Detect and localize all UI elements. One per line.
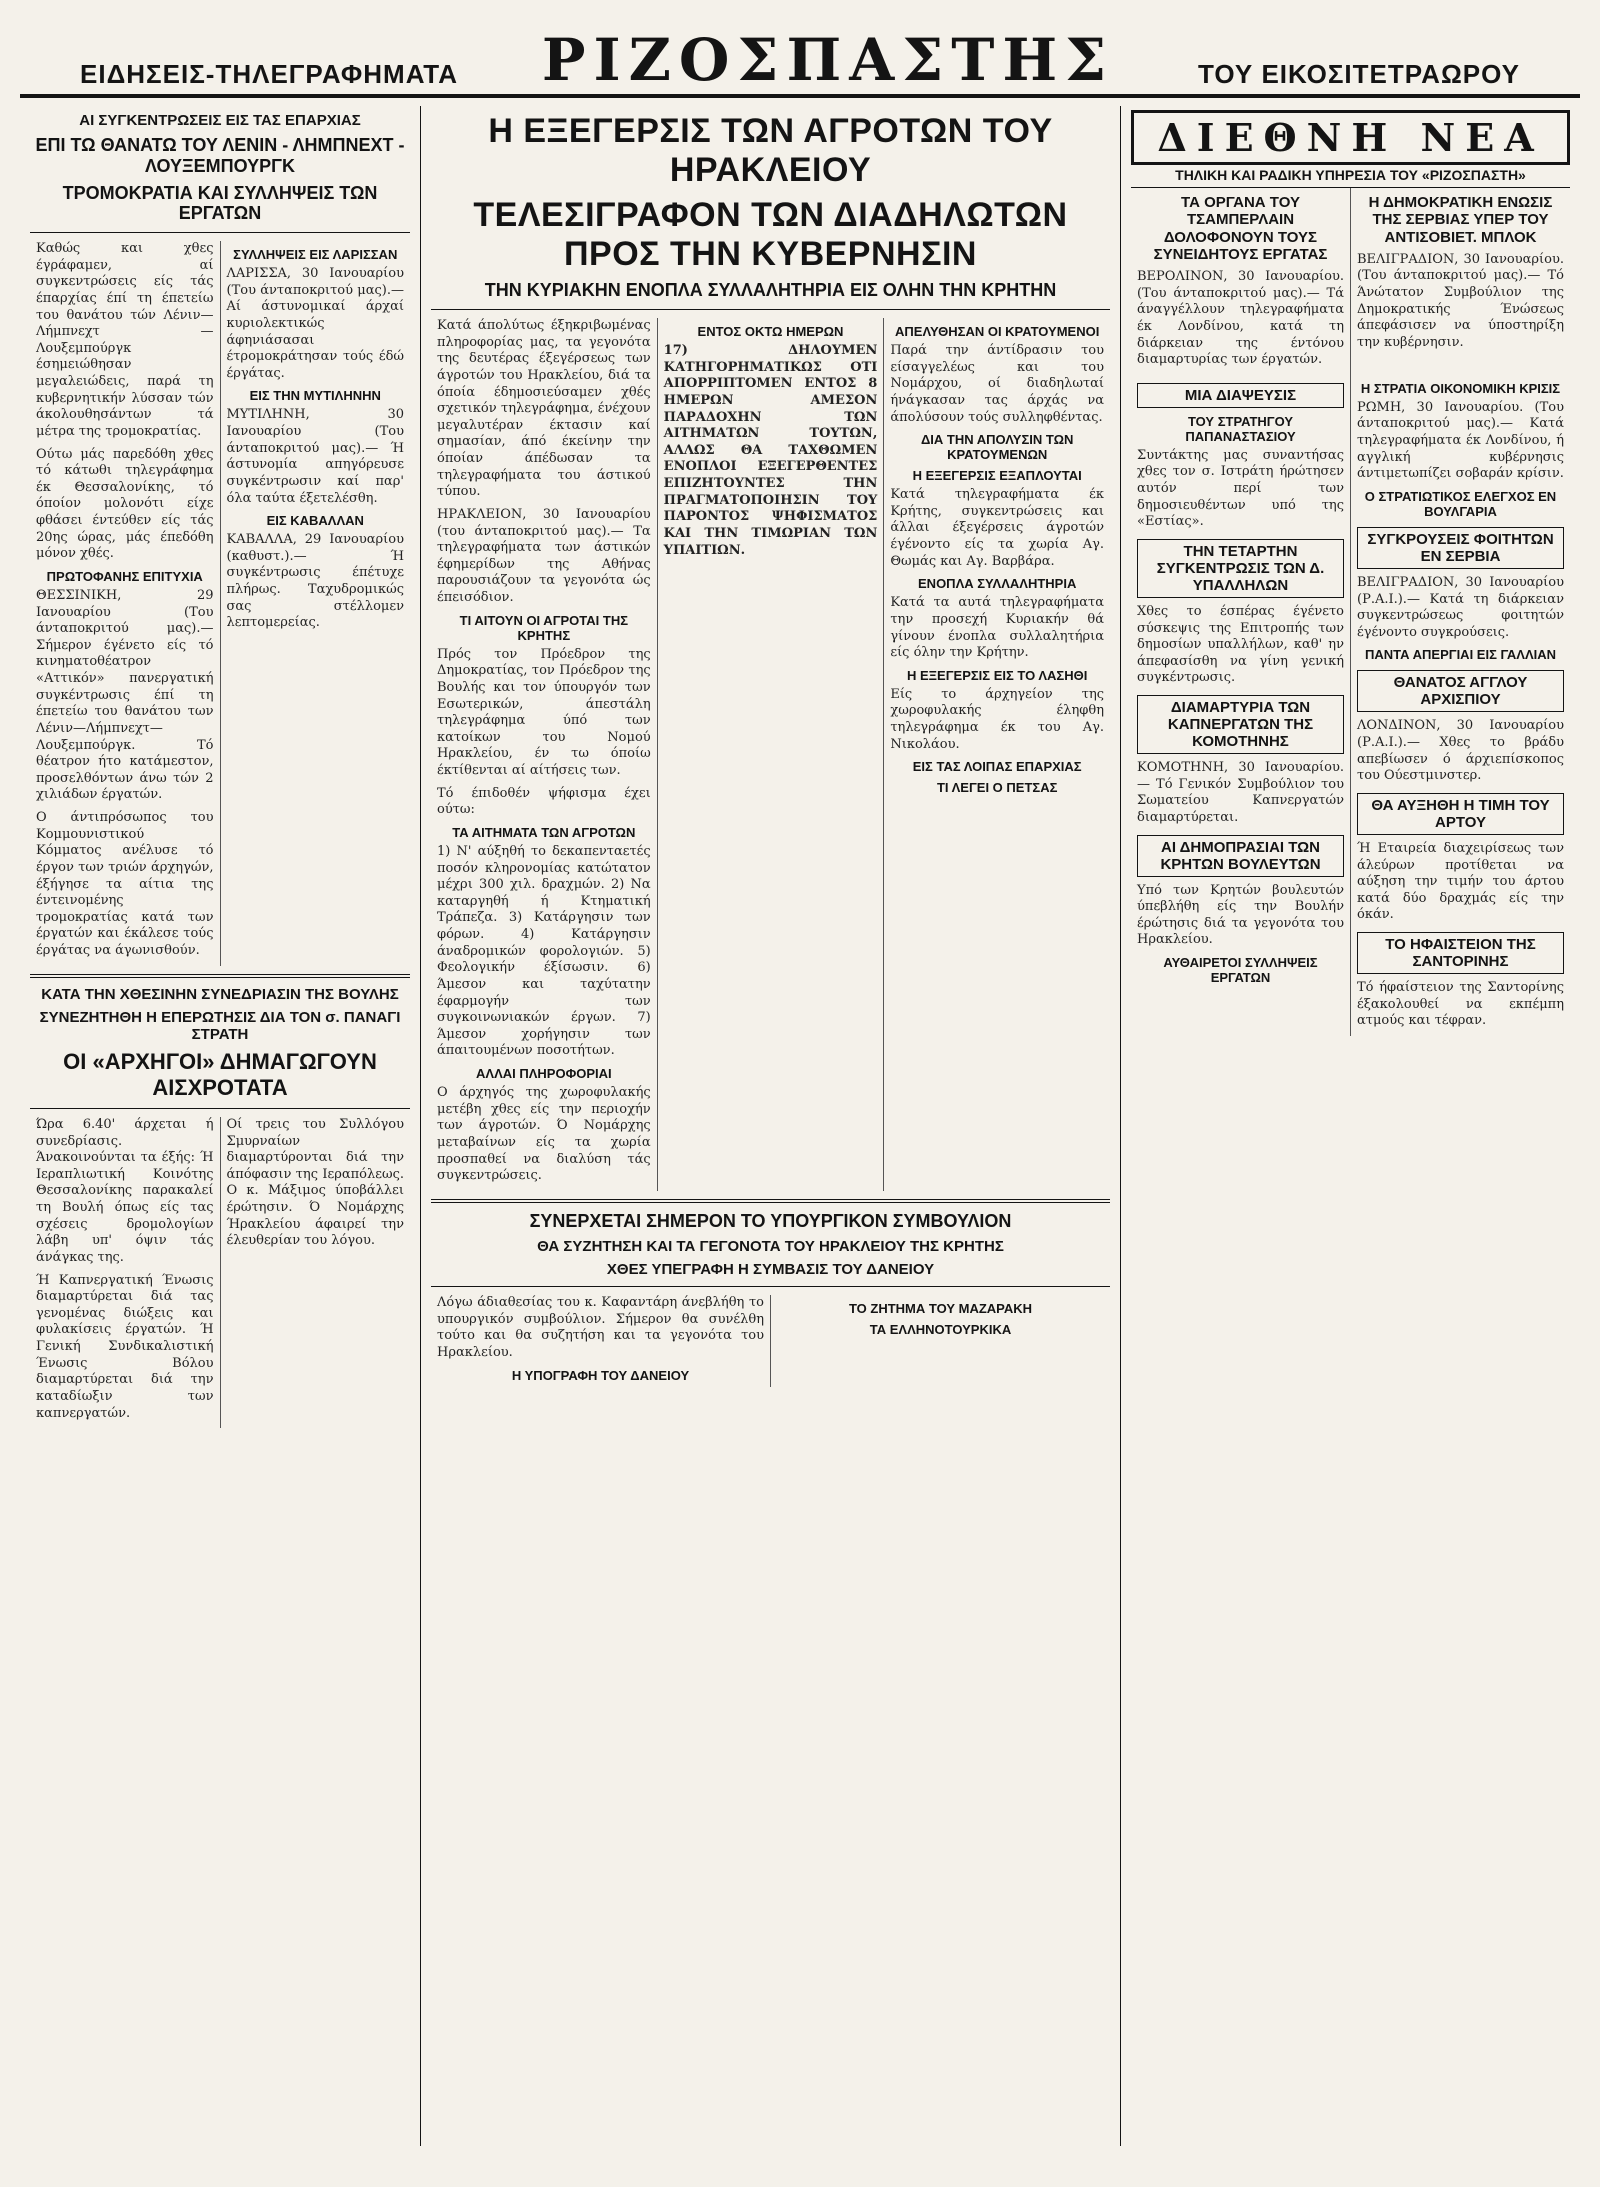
section-heading: ΤΙ ΑΙΤΟΥΝ ΟΙ ΑΓΡΟΤΑΙ ΤΗΣ ΚΡΗΤΗΣ	[459, 612, 629, 643]
newspaper-title: ΡΙΖΟΣΠΑΣΤΗΣ	[541, 26, 1115, 94]
divider	[30, 974, 410, 978]
subcolumn-1	[431, 1295, 770, 1387]
section-heading: Ο ΣΤΡΑΤΙΩΤΙΚΟΣ ΕΛΕΓΧΟΣ ΕΝ ΒΟΥΛΓΑΡΙΑ	[1364, 488, 1557, 519]
section-heading: ΤΟΥ ΣΤΡΑΤΗΓΟΥ ΠΑΠΑΝΑΣΤΑΣΙΟΥ	[1185, 413, 1296, 444]
paragraph: Ο άντιπρόσωπος του Κομμουνιστικού Κόμματος ανέλυσε τό έργον των τριών άρχηγών, έξήγησε τα αίτια της έντεινομένης τρομοκρατίας κατά των έργατών και έκάλεσε τούς έργάτας να άγωνισθούν.	[36, 810, 214, 958]
section-banner: ΔΙΕΘΝΗ ΝΕΑ	[1131, 110, 1570, 165]
section-heading: ΔΙΑ ΤΗΝ ΑΠΟΛΥΣΙΝ ΤΩΝ ΚΡΑΤΟΥΜΕΝΩΝ	[920, 432, 1074, 463]
paragraph: Είς το άρχηγείον της χωροφυλακής έληφθη τηλεγράφημα έκ του Αγ. Νικολάου.	[890, 686, 1105, 752]
section-heading: ΕΙΣ ΤΑΣ ΛΟΙΠΑΣ ΕΠΑΡΧΙΑΣ	[912, 759, 1082, 775]
masthead-left: ΕΙΔΗΣΕΙΣ-ΤΗΛΕΓΡΑΦΗΜΑΤΑ	[80, 59, 459, 89]
subcolumn-2	[1350, 188, 1570, 375]
paragraph: ΒΕΛΙΓΡΑΔΙΟΝ, 30 Ιανουαρίου (Ρ.Α.Ι.).— Κατά τη διάρκειαν συγκεντρώσεως φοιτητών έγένοντο συγκρούσεις.	[1357, 574, 1564, 640]
subcolumns	[30, 241, 410, 966]
subcolumn-1	[1131, 375, 1350, 1036]
article-kicker: ΑΙ ΣΥΓΚΕΝΤΡΩΣΕΙΣ ΕΙΣ ΤΑΣ ΕΠΑΡΧΙΑΣ	[79, 112, 361, 129]
paragraph: ΒΕΛΙΓΡΑΔΙΟΝ, 30 Ιανουαρίου. (Του άνταποκριτού μας).— Τό Άνώτατον Συμβούλιον της Δημοκρατικής Ένώσεως άπεφάσισεν να ύποστηρίξη την κυβέρνησιν.	[1357, 251, 1564, 350]
paragraph: Χθες το έσπέρας έγένετο σύσκεψις της Επιτροπής των δημοσίων υπαλλήλων, καθ' ην άπεφασίσθη να γίνη γενική συγκέντρωσις.	[1137, 603, 1344, 686]
paragraph: ΛΑΡΙΣΣΑ, 30 Ιανουαρίου (Του άνταποκριτού μας).— Αί άστυνομικαί άρχαί κυριολεκτικώς άφηνιάσασαι έτρομοκράτησαν τούς έδώ έργάτας.	[226, 266, 404, 381]
paragraph: ΜΥΤΙΛΗΝΗ, 30 Ιανουαρίου (Του άνταποκριτού μας).— Ή άστυνομία απηγόρευσε συγκέντρωσιν καί παρ' όλα ταύτα έξετελέσθη.	[226, 407, 404, 506]
paragraph: Τό έπιδοθέν ψήφισμα έχει ούτω:	[437, 785, 651, 818]
section-heading: Η ΕΞΕΓΕΡΣΙΣ ΕΙΣ ΤΟ ΛΑΣΗΘΙ	[907, 667, 1088, 683]
paragraph: Κατά άπολύτως έξηκριβωμένας πληροφορίας μας, τα γεγονότα της δευτέρας έξεγέρσεως των άγροτών του Ηρακλείου, διά τα όποία έδημοσιεύσαμεν χθές σχετικόν τηλεγράφημα, ένέχουν μεγαλυτέραν έκτασιν καί σημασίαν, άπό έκείνην την όποίαν άπέδωσαν τα τηλεγραφήματα του άστικού τύπου.	[437, 318, 651, 500]
paragraph: Πρός τον Πρόεδρον της Δημοκρατίας, τον Πρόεδρον της Βουλής και τον ύπουργόν των Εσωτερικών, άπεστάλη τηλεγράφημα ύπό των κατοίκων του Νομού Ηρακλείου, έν τω όποίω έκτίθενται αί αίτήσεις των.	[437, 646, 651, 779]
article-subhead: ΤΡΟΜΟΚΡΑΤΙΑ ΚΑΙ ΣΥΛΛΗΨΕΙΣ ΤΩΝ ΕΡΓΑΤΩΝ	[62, 182, 378, 224]
columns	[20, 106, 1580, 2146]
demand-paragraph: 17) ΔΗΛΟΥΜΕΝ ΚΑΤΗΓΟΡΗΜΑΤΙΚΩΣ ΟΤΙ ΑΠΟΡΡΙΠΤΟΜΕΝ ΕΝΤΟΣ 8 ΗΜΕΡΩΝ ΑΜΕΣΟΝ ΠΑΡΑΔΟΧΗΝ ΤΩΝ ΑΙΤΗΜΑΤΩΝ ΤΟΥΤΩΝ, ΑΛΛΩΣ ΘΑ ΤΑΧΘΩΜΕΝ ΕΝΟΠΛΟΙ ΕΞΕΓΕΡΘΕΝΤΕΣ ΕΠΙΖΗΤΟΥΝΤΕΣ ΤΗΝ ΠΡΑΓΜΑΤΟΠΟΙΗΣΙΝ ΤΟΥ ΠΑΡΟΝΤΟΣ ΨΗΦΙΣΜΑΤΟΣ ΚΑΙ ΤΗΝ ΤΙΜΩΡΙΑΝ ΤΩΝ ΥΠΑΙΤΙΩΝ.	[663, 343, 878, 558]
divider	[30, 232, 410, 233]
boxed-heading: ΜΙΑ ΔΙΑΨΕΥΣΙΣ	[1137, 383, 1344, 408]
boxed-heading: ΤΗΝ ΤΕΤΑΡΤΗΝ ΣΥΓΚΕΝΤΡΩΣΙΣ ΤΩΝ Δ. ΥΠΑΛΛΗΛΩΝ	[1137, 539, 1344, 598]
section-heading: ΤΑ ΕΛΛΗΝΟΤΟΥΡΚΙΚΑ	[869, 1322, 1012, 1337]
article-headline: ΟΙ «ΑΡΧΗΓΟΙ» ΔΗΜΑΓΩΓΟΥΝ ΑΙΣΧΡΟΤΑΤΑ	[63, 1049, 377, 1100]
boxed-heading: ΔΙΑΜΑΡΤΥΡΙΑ ΤΩΝ ΚΑΠΝΕΡΓΑΤΩΝ ΤΗΣ ΚΟΜΟΤΗΝΗΣ	[1137, 695, 1344, 754]
masthead-right: ΤΟΥ ΕΙΚΟΣΙΤΕΤΡΑΩΡΟΥ	[1197, 59, 1520, 89]
paragraph: ΛΟΝΔΙΝΟΝ, 30 Ιανουαρίου (Ρ.Α.Ι.).— Χθες το βράδυ απεβίωσεν ό άρχιεπίσκοπος του Ούεστμινστερ.	[1357, 718, 1564, 784]
paragraph: Λόγω άδιαθεσίας του κ. Καφαντάρη άνεβλήθη το υπουργικόν συμβούλιον. Σήμερον θα συνέλθη τούτο και θα συζητήση και τα γεγονότα του Ηρακλείου.	[437, 1295, 764, 1360]
paragraph: Ο άρχηγός της χωροφυλακής μετέβη χθες είς την περιοχήν των άγροτών. Ό Νομάρχης μεταβαίνων είς τα χωρία προσπαθεί να διαλύση τάς συγκεντρώσεις.	[437, 1085, 651, 1184]
paragraph: Παρά την άντίδρασιν του είσαγγελέως και του Νομάρχου, οί διαδηλωταί ήνάγκασαν τας άρχάς να άπολύσουν τούς συλληφθέντας.	[890, 343, 1105, 425]
boxed-heading: ΘΑΝΑΤΟΣ ΑΓΓΛΟΥ ΑΡΧΙΣΠΙΟΥ	[1357, 670, 1564, 712]
lower-line: ΘΑ ΣΥΖΗΤΗΣΗ ΚΑΙ ΤΑ ΓΕΓΟΝΟΤΑ ΤΟΥ ΗΡΑΚΛΕΙΟΥ ΤΗΣ ΚΡΗΤΗΣ	[537, 1237, 1004, 1255]
divider	[30, 1108, 410, 1109]
subcolumn-1	[30, 241, 220, 966]
section-heading: Η ΣΤΡΑΤΙΑ ΟΙΚΟΝΟΜΙΚΗ ΚΡΙΣΙΣ	[1360, 380, 1561, 396]
subcolumn-2	[770, 1295, 1110, 1387]
subcolumn-2	[220, 241, 411, 966]
paragraph: ΡΩΜΗ, 30 Ιανουαρίου. (Του άνταποκριτού μας).— Κατά τηλεγραφήματα έκ Λονδίνου, ή αγγλική κυβέρνησις άντιμετωπίζει σοβαράν κρίσιν.	[1357, 399, 1564, 482]
column-center	[420, 106, 1120, 2146]
paragraph: Υπό των Κρητών βουλευτών ύπεβλήθη είς την Βουλήν έρώτησις διά τα γεγονότα του Ηρακλείου.	[1137, 882, 1344, 948]
divider	[431, 1286, 1110, 1287]
main-subhead: ΤΗΝ ΚΥΡΙΑΚΗΝ ΕΝΟΠΛΑ ΣΥΛΛΑΛΗΤΗΡΙΑ ΕΙΣ ΟΛΗΝ ΤΗΝ ΚΡΗΤΗΝ	[484, 280, 1057, 301]
paragraph: ΗΡΑΚΛΕΙΟΝ, 30 Ιανουαρίου (του άνταποκριτού μας).— Τα τηλεγραφήματα των άστικών έφημερίδων της Αθήνας παρουσιάζουν τα γεγονότα ώς έπεισόδιον.	[437, 506, 651, 606]
paragraph: Συντάκτης μας συναντήσας χθες τον σ. Ιστράτη ήρώτησεν αυτόν περί των δημοσιευθέντων υπό της «Εστίας».	[1137, 447, 1344, 530]
paragraph: ΚΑΒΑΛΛΑ, 29 Ιανουαρίου (καθυστ.).— Ή συγκέντρωσις έπέτυχε πλήρως. Ταχυδρομικώς σας στέλλομεν λεπτομερείας.	[226, 532, 404, 631]
subcolumns	[30, 1117, 410, 1428]
paragraph: Ώρα 6.40' άρχεται ή συνεδρίασις. Άνακοινούνται τα έξής: Ή Ιεραπλιωτική Κοινότης Θεσσαλονίκης παρακαλεί τη Βουλή όπως είς τας σχέσεις δρομολογίων λάβη υπ' όψιν τάς άνάγκας της.	[36, 1116, 214, 1265]
divider	[431, 1199, 1110, 1203]
subcolumns	[431, 1295, 1110, 1387]
newspaper-page	[20, 20, 1580, 2147]
paragraph: ΘΕΣΣΙΝΙΚΗ, 29 Ιανουαρίου (Του άνταποκριτού μας).— Σήμερον έγένετο είς τό κινηματοθέατρον «Αττικόν» πανεργατική συγκέντρωσις έπί τη έπετείω του θανάτου των Λένιν—Λήμπνεχτ—Λουξεμπούργκ. Τό θέατρον ήτο κατάμεστον, προσελθόντων άνω τών 2 χιλιάδων έργατών.	[36, 587, 214, 803]
section-heading: ΑΛΛΑΙ ΠΛΗΡΟΦΟΡΙΑΙ	[476, 1066, 612, 1082]
boxed-heading: ΣΥΓΚΡΟΥΣΕΙΣ ΦΟΙΤΗΤΩΝ ΕΝ ΣΕΡΒΙΑ	[1357, 527, 1564, 569]
paragraph: Ή Εταιρεία διαχειρίσεως των άλεύρων προτίθεται να αύξηση την τιμήν του άρτου κατά δύο δραχμάς είς την όκάν.	[1357, 840, 1564, 923]
subcolumn-1	[1131, 188, 1350, 375]
article-headline: ΤΑ ΟΡΓΑΝΑ ΤΟΥ ΤΣΑΜΠΕΡΛΑΙΝ ΔΟΛΟΦΟΝΟΥΝ ΤΟΥΣ ΣΥΝΕΙΔΗΤΟΥΣ ΕΡΓΑΤΑΣ	[1153, 194, 1328, 263]
boxed-heading: ΤΟ ΗΦΑΙΣΤΕΙΟΝ ΤΗΣ ΣΑΝΤΟΡΙΝΗΣ	[1357, 932, 1564, 974]
article-headline: Η ΔΗΜΟΚΡΑΤΙΚΗ ΕΝΩΣΙΣ ΤΗΣ ΣΕΡΒΙΑΣ ΥΠΕΡ ΤΟΥ ΑΝΤΙΣΟΒΙΕΤ. ΜΠΛΟΚ	[1368, 194, 1553, 246]
section-heading: ΤΙ ΛΕΓΕΙ Ο ΠΕΤΣΑΣ	[936, 780, 1058, 796]
subcolumns	[1131, 188, 1570, 375]
paragraph: ΚΟΜΟΤΗΝΗ, 30 Ιανουαρίου.— Τό Γενικόν Συμβούλιον του Σωματείου Καπνεργατών διαμαρτύρεται.	[1137, 760, 1344, 825]
section-heading: Η ΥΠΟΓΡΑΦΗ ΤΟΥ ΔΑΝΕΙΟΥ	[511, 1367, 690, 1383]
section-heading: ΠΡΩΤΟΦΑΝΗΣ ΕΠΙΤΥΧΙΑ	[46, 568, 203, 584]
paragraph: Καθώς και χθες έγράφαμεν, αί συγκεντρώσεις είς τάς έπαρχίας έπί τη έπετείω του θανάτου τών Λένιν—Λήμπνεχτ — Λουξεμπούργκ έσημειώθησαν μεγαλειώδεις, παρά τη κυβερνητικήν λύσσαν τών άκολουθησάντων τά μέτρα της τρομοκρατίας.	[36, 241, 214, 439]
paragraph: Ούτω μάς παρεδόθη χθες τό κάτωθι τηλεγράφημα έκ Θεσσαλονίκης, τό όποίον μολονότι είχε φθάσει έντεύθεν είς τάς 20ης ώρας, μάς έπεδόθη μόνον χθές.	[36, 446, 214, 562]
section-heading: ΕΙΣ ΤΗΝ ΜΥΤΙΛΗΝΗΝ	[249, 388, 381, 404]
main-headline-2: ΤΕΛΕΣΙΓΡΑΦΟΝ ΤΩΝ ΔΙΑΔΗΛΩΤΩΝ ΠΡΟΣ ΤΗΝ ΚΥΒΕΡΝΗΣΙΝ	[473, 196, 1068, 274]
article-line: ΣΥΝΕΖΗΤΗΘΗ Η ΕΠΕΡΩΤΗΣΙΣ ΔΙΑ ΤΟΝ σ. ΠΑΝΑΓΙ ΣΤΡΑΤΗ	[39, 1008, 401, 1044]
paragraph: Οί τρεις του Συλλόγου Σμυρναίων διαμαρτύρονται διά την άπόφασιν της Ιεραπόλεως. Ο κ. Μάξιμος ύποβάλλει έρώτησιν. Ό Νομάρχης Ήρακλείου άφαιρεί την έλευθερίαν του λόγου.	[226, 1116, 404, 1249]
subcolumns	[1131, 375, 1570, 1036]
subcolumn-1	[431, 318, 657, 1191]
article-kicker: ΚΑΤΑ ΤΗΝ ΧΘΕΣΙΝΗΝ ΣΥΝΕΔΡΙΑΣΙΝ ΤΗΣ ΒΟΥΛΗΣ	[41, 985, 399, 1003]
column-left	[20, 106, 420, 2146]
subcolumns	[431, 318, 1110, 1191]
section-heading: ΕΙΣ ΚΑΒΑΛΛΑΝ	[266, 513, 364, 529]
subcolumn-2	[220, 1117, 411, 1428]
paragraph: Κατά τα αυτά τηλεγραφήματα την προσεχή Κυριακήν θά γίνουν ένοπλα συλλαλητήρια είς όλην την Κρήτην.	[890, 595, 1105, 661]
subcolumn-3	[883, 318, 1110, 1191]
section-heading: ΑΠΕΛΥΘΗΣΑΝ ΟΙ ΚΡΑΤΟΥΜΕΝΟΙ	[895, 324, 1100, 340]
main-headline: Η ΕΞΕΓΕΡΣΙΣ ΤΩΝ ΑΓΡΟΤΩΝ ΤΟΥ ΗΡΑΚΛΕΙΟΥ	[488, 112, 1053, 190]
section-heading: ΤΟ ΖΗΤΗΜΑ ΤΟΥ ΜΑΖΑΡΑΚΗ	[848, 1301, 1033, 1316]
section-heading: ΠΑΝΤΑ ΑΠΕΡΓΙΑΙ ΕΙΣ ΓΑΛΛΙΑΝ	[1364, 647, 1557, 663]
paragraph: 1) Ν' αύξηθή το δεκαπενταετές ποσόν κληρονομίας κατώτατον μέχρι 300 χιλ. δραχμών. 2) Να καταργηθή ή Κτηματική Τράπεζα. 3) Κατάργησιν των φόρων. 4) Κατάργησιν άναδρομικών φορολογιών. 5) Φεολογικήν έξίσωσιν. 6) Άμεσον και ταχύτατην έφαρμογήν των συγκοινωνιακών έργων. 7) Άμεσον χορήγησιν των άπαιτουμένων ποσοτήτων.	[437, 843, 651, 1059]
article-headline: ΕΠΙ ΤΩ ΘΑΝΑΤΩ ΤΟΥ ΛΕΝΙΝ - ΛΗΜΠΝΕΧΤ - ΛΟΥΞΕΜΠΟΥΡΓΚ	[35, 135, 405, 176]
section-banner-sub: ΤΗΛΙΚΗ ΚΑΙ ΡΑΔΙΚΗ ΥΠΗΡΕΣΙΑ ΤΟΥ «ΡΙΖΟΣΠΑΣΤΗ»	[1131, 167, 1570, 188]
section-heading: Η ΕΞΕΓΕΡΣΙΣ ΕΞΑΠΛΟΥΤΑΙ	[912, 468, 1082, 484]
subcolumn-2	[1350, 375, 1570, 1036]
section-heading: ΣΥΛΛΗΨΕΙΣ ΕΙΣ ΛΑΡΙΣΣΑΝ	[233, 247, 398, 262]
paragraph: Ή Καπνεργατική Ένωσις διαμαρτύρεται διά τας γενομένας διώξεις και φυλακίσεις έργατών. Ή Γενική Συνδικαλιστική Ένωσις Βόλου διαμαρτύρεται διά την καταδίωξιν των καπνεργατών.	[36, 1272, 214, 1421]
paragraph: Κατά τηλεγραφήματα έκ Κρήτης, συγκεντρώσεις και άλλαι έξεγέρσεις άγροτών έγένοντο είς τα χωρία Αγ. Θωμάς και Αγ. Βαρβάρα.	[890, 487, 1105, 569]
boxed-heading: ΑΙ ΔΗΜΟΠΡΑΣΙΑΙ ΤΩΝ ΚΡΗΤΩΝ ΒΟΥΛΕΥΤΩΝ	[1137, 835, 1344, 877]
paragraph: Τό ήφαίστειον της Σαντορίνης έξακολουθεί να εκπέμπη ατμούς και τέφραν.	[1357, 980, 1564, 1029]
lower-headline: ΣΥΝΕΡΧΕΤΑΙ ΣΗΜΕΡΟΝ ΤΟ ΥΠΟΥΡΓΙΚΟΝ ΣΥΜΒΟΥΛΙΟΝ	[529, 1210, 1012, 1231]
lower-subhead: ΧΘΕΣ ΥΠΕΓΡΑΦΗ Η ΣΥΜΒΑΣΙΣ ΤΟΥ ΔΑΝΕΙΟΥ	[606, 1260, 935, 1278]
masthead	[20, 20, 1580, 98]
divider	[431, 309, 1110, 310]
paragraph: ΒΕΡΟΛΙΝΟΝ, 30 Ιανουαρίου. (Του άνταποκριτού μας).— Τά άναγγέλλουν τηλεγραφήματα έκ Λονδίνου, κατά τη διάρκειαν της έντόνου διαμαρτυρίας των έργατών.	[1137, 269, 1344, 368]
column-right	[1120, 106, 1580, 2146]
section-heading: ΕΝΤΟΣ ΟΚΤΩ ΗΜΕΡΩΝ	[697, 324, 844, 340]
section-heading: ΑΥΘΑΙΡΕΤΟΙ ΣΥΛΛΗΨΕΙΣ ΕΡΓΑΤΩΝ	[1163, 955, 1318, 985]
boxed-heading: ΘΑ ΑΥΞΗΘΗ Η ΤΙΜΗ ΤΟΥ ΑΡΤΟΥ	[1357, 793, 1564, 835]
subcolumn-1	[30, 1117, 220, 1428]
subcolumn-2	[657, 318, 884, 1191]
section-heading: ΕΝΟΠΛΑ ΣΥΛΛΑΛΗΤΗΡΙΑ	[918, 576, 1077, 592]
section-heading: ΤΑ ΑΙΤΗΜΑΤΑ ΤΩΝ ΑΓΡΟΤΩΝ	[452, 824, 636, 840]
